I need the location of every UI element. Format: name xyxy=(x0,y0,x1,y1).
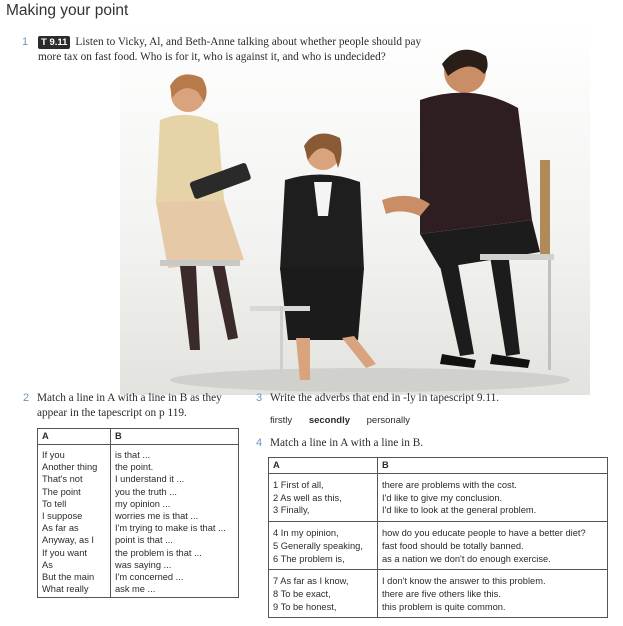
column-a-list xyxy=(38,445,111,598)
table-cell xyxy=(269,522,378,570)
table-cell xyxy=(378,474,608,522)
table-cell: I'm concerned ... xyxy=(115,572,184,583)
exercise-4 xyxy=(258,436,598,451)
column-b-header: B xyxy=(378,458,608,474)
column-a-header: A xyxy=(38,429,111,445)
sentence-end: I'd like to give my conclusion. xyxy=(382,492,503,503)
table-cell: Anyway, as I xyxy=(42,535,95,546)
table-cell: the point. xyxy=(115,462,154,473)
exercise-1-instructions: Listen to Vicky, Al, and Beth-Anne talking about whether people should pay more tax on fast food. Who is for it, who is against it, and who is undecided? xyxy=(38,36,422,63)
adverb: personally xyxy=(366,415,410,426)
sentence-start: 2 As well as this, xyxy=(273,492,342,503)
table-cell: is that ... xyxy=(115,450,151,460)
exercise-number: 3 xyxy=(256,392,263,404)
sentence-end: fast food should be totally banned. xyxy=(382,540,524,551)
exercise-4-instructions: Match a line in A with a line in B. xyxy=(270,437,424,449)
exercise-2-instructions: Match a line in A with a line in B as they appear in the tapescript on p 119. xyxy=(37,392,222,419)
sentence-start: 3 Finally, xyxy=(273,505,310,516)
table-cell: I'm trying to make is that ... xyxy=(115,523,226,534)
sentence-end: this problem is quite common. xyxy=(382,601,506,612)
exercise-2 xyxy=(25,391,245,420)
table-cell: was saying ... xyxy=(115,559,172,570)
table-cell: As far as xyxy=(42,523,79,534)
table-cell: What really xyxy=(42,584,89,595)
exercise-3 xyxy=(258,391,598,406)
table-row xyxy=(269,474,608,522)
sentence-end: I don't know the answer to this problem. xyxy=(382,576,546,587)
exercise-number: 1 xyxy=(22,36,29,48)
discussion-photo xyxy=(120,20,590,395)
table-cell xyxy=(378,570,608,618)
sentence-start: 7 As far as I know, xyxy=(273,576,349,587)
page-title: Making your point xyxy=(6,2,129,19)
column-a-header: A xyxy=(269,458,378,474)
exercise-number: 2 xyxy=(23,392,30,404)
table-cell: my opinion ... xyxy=(115,498,171,509)
table-cell xyxy=(269,474,378,522)
table-cell: Another thing xyxy=(42,462,98,473)
sentence-start: 4 In my opinion, xyxy=(273,528,339,539)
sentence-end: I'd like to look at the general problem. xyxy=(382,505,537,516)
exercise-number: 4 xyxy=(256,437,263,449)
sentence-end: how do you educate people to have a better diet? xyxy=(382,528,586,539)
adverb: firstly xyxy=(270,415,293,426)
column-b-list xyxy=(111,445,239,598)
sentence-start: 8 To be exact, xyxy=(273,588,331,599)
sentence-end: as a nation we don't do enough exercise. xyxy=(382,553,551,564)
table-cell: If you want xyxy=(42,547,87,558)
sentence-end: there are five others like this. xyxy=(382,588,501,599)
column-b-header: B xyxy=(111,429,239,445)
table-cell: worries me is that ... xyxy=(115,511,199,522)
table-cell: To tell xyxy=(42,498,67,509)
table-row xyxy=(269,570,608,618)
tapescript-tag: T 9.11 xyxy=(38,36,70,49)
table-cell: ask me ... xyxy=(115,584,156,595)
sentence-start: 9 To be honest, xyxy=(273,601,337,612)
table-row xyxy=(269,522,608,570)
sentence-start: 6 The problem is, xyxy=(273,553,345,564)
adverb-list xyxy=(270,415,424,426)
table-cell xyxy=(378,522,608,570)
table-cell: That's not xyxy=(42,474,83,485)
adverb: secondly xyxy=(308,415,350,426)
table-cell: The point xyxy=(42,486,81,497)
sentence-end: there are problems with the cost. xyxy=(382,480,517,490)
table-cell: you the truth ... xyxy=(115,486,178,497)
table-cell: point is that ... xyxy=(115,535,173,546)
match-table-sentences xyxy=(268,457,608,618)
table-cell: But the main xyxy=(42,572,95,583)
exercise-1 xyxy=(24,35,444,65)
match-table-a-b xyxy=(37,428,239,598)
table-cell xyxy=(269,570,378,618)
table-cell: I understand it ... xyxy=(115,474,185,485)
sentence-start: 1 First of all, xyxy=(273,480,324,490)
exercise-3-instructions: Write the adverbs that end in -ly in tapescript 9.11. xyxy=(270,392,500,404)
table-cell: As xyxy=(42,559,53,570)
table-cell: If you xyxy=(42,450,65,460)
table-cell: I suppose xyxy=(42,511,83,522)
sentence-start: 5 Generally speaking, xyxy=(273,540,363,551)
table-cell: the problem is that ... xyxy=(115,547,202,558)
